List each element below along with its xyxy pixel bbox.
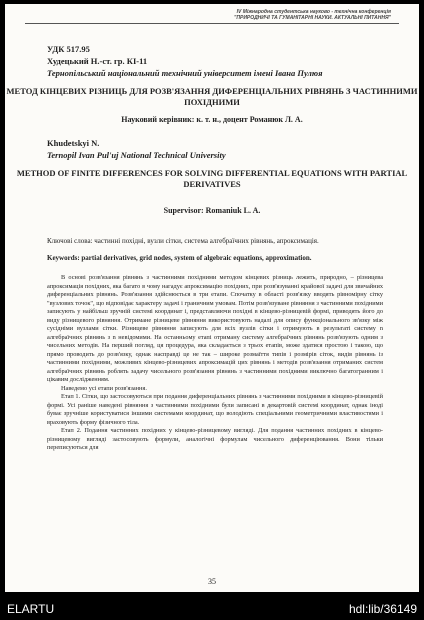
- title-en: METHOD OF FINITE DIFFERENCES FOR SOLVING DIFFERENTIAL EQUATIONS WITH PARTIAL DERIVATIVES: [16, 168, 408, 189]
- paragraph-1: В основі розв'язання рівнянь з частинними похідними методом кінцевих різниць лежить, природно, – різницева апроксимація похідних, яка багато в чому нагадує апроксимацію похідних, при розв'язуванні крайової задачі для звичайних диференціальних рівнянь. Розв'язання здійснюється в три етапи. Спочатку в області розв'язку вводять рівномірну сітку "вузлових точок", що відповідає характеру задачі і граничним умовам. Потім розв'язуване рівняння з частинними похідними записують у найбільш зручній системі координат і, представляючи похідні в кінцево-різницевій формі, приводять його до виду різницевого рівняння. Отримане різницеве рівняння використовують надалі для опису функціонального зв'язку між сусідніми вузлами сітки. Різницеве рівняння записують для всіх вузлів сітки і отримують в результаті систему n алгебраїчних рівнянь з n невідомими. На останньому етапі отриману систему алгебраїчних рівнянь розв'язують одним з чисельних методів. На перший погляд, ця процедура, яка складається з трьох етапів, може здатися простою і такою, що прямо проводить до розв'язку, однак насправді це не так – широке розмаїття типів і розмірів сіток, видів рівнянь із частинними похідними, можливих кінцево-різницевих апроксимацій цих рівнянь і методів розв'язання отриманих систем алгебраїчних рівнянь роблять задачу чисельного розв'язання рівнянь з частинними похідними виключно багатогранним і цікавим дослідженням.: [47, 274, 383, 383]
- handle-id: hdl:lib/36149: [348, 602, 417, 616]
- university-en: Ternopil Ivan Pul'uj National Technical University: [47, 150, 226, 160]
- paragraph-3: Етап 1. Сітки, що застосовуються при подання диференціальних рівнянь з частинними похідними в кінцево-різницевій формі. Усі раніше наведені рівняння з частинними похідними були записані в декартовій системі координат, однак іноді буває зручніше користуватися іншими системами координат, що володіють спеціальними геометричними властивостями і враховують форму фізичного тіла.: [47, 393, 383, 426]
- author-ua: Худецький Н.-ст. гр. КІ-11: [47, 56, 148, 66]
- body-text: [47, 274, 383, 453]
- keywords-ua: Ключові слова: частинні похідні, вузли сітки, система алгебраїчних рівнянь, апроксимація.: [47, 237, 319, 245]
- udk-code: УДК 517.95: [47, 44, 90, 54]
- document-page: [5, 4, 419, 592]
- keywords-en: Keywords: partial derivatives, grid nodes, system of algebraic equations, approximation.: [47, 254, 312, 262]
- header-rule: [25, 23, 399, 24]
- conference-header-line1: IV Міжнародна студентська науково - технічна конференція: [236, 9, 391, 15]
- title-ua: МЕТОД КІНЦЕВИХ РІЗНИЦЬ ДЛЯ РОЗВ'ЯЗАННЯ ДИФЕРЕНЦІАЛЬНИХ РІВНЯНЬ З ЧАСТИННИМИ ПОХІДНИМИ: [6, 86, 418, 107]
- repository-name: ELARTU: [7, 602, 55, 616]
- supervisor-ua: Науковий керівник: к. т. н., доцент Романюк Л. А.: [121, 115, 303, 124]
- university-ua: Тернопільський національний технічний університет імені Івана Пулюя: [47, 68, 323, 78]
- conference-header-line2: "ПРИРОДНИЧІ ТА ГУМАНІТАРНІ НАУКИ. АКТУАЛЬНІ ПИТАННЯ": [234, 15, 391, 21]
- author-en: Khudetskyi N.: [47, 138, 100, 148]
- page-number: 35: [208, 577, 216, 586]
- paragraph-2: Наведемо усі етапи розв'язання.: [61, 384, 147, 392]
- paragraph-4: Етап 2. Подання частинних похідних у кінцево-різницевому вигляді. Для подання частинних похідних в кінцево-різницевому вигляді застосовують формули, аналогічні формулам чисельного диференціювання. Вони тільки переписуються для: [47, 427, 383, 451]
- supervisor-en: Supervisor: Romaniuk L. A.: [163, 206, 261, 215]
